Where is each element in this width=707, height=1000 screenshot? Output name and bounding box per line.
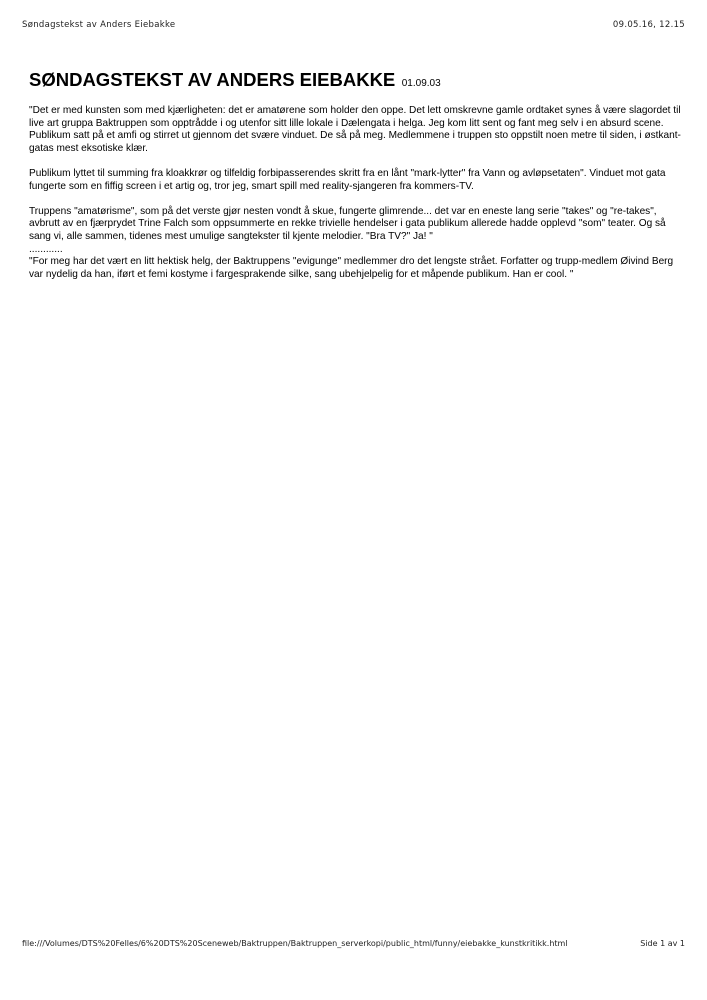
article-paragraph: "For meg har det vært en litt hektisk helg, der Baktruppens "evigunge" medlemmer dro det lengste strået. Forfatter og trupp-medlem Øivind Berg var nydelig da han, iført et femi kostyme i fargesprakende silke, sang ubehjelpelig for et måpende publikum. Han er cool. ": [29, 256, 674, 280]
print-header: [22, 20, 685, 32]
print-header-datetime: 09.05.16, 12.15: [612, 20, 685, 30]
print-footer-page-indicator: Side 1 av 1: [640, 939, 685, 948]
print-footer: [22, 939, 685, 951]
article-separator: ............: [29, 243, 63, 255]
article-heading: [29, 70, 681, 94]
article-title: SØNDAGSTEKST AV ANDERS EIEBAKKE: [29, 69, 396, 90]
article-paragraph: Truppens "amatørisme", som på det verste gjør nesten vondt å skue, fungerte glimrende... det var en eneste lang serie "takes" og "re-takes", avbrutt av en fjærprydet Trine Falch som oppsummerte en rekke trivielle hendelser i gata publikum allerede hadde opplevd "som" teater. Og så sang vi, alle sammen, tidenes mest umulige sangtekster til kjente melodier. "Bra TV?" Ja! ": [29, 205, 666, 242]
article-date: 01.09.03: [401, 78, 441, 89]
article-paragraph: "Det er med kunsten som med kjærligheten: det er amatørene som holder den oppe. Det lett omskrevne gamle ordtaket synes å være slagordet til live art gruppa Baktruppen som opptrådde i og utenfor sitt lille lokale i Dælengata i helga. Jeg kom litt sent og fant meg selv i en absurd scene. Publikum satt på et amfi og stirret ut gjennom det svære vinduet. De så på meg. Medlemmene i truppen sto oppstilt noen metre til siden, i østkant-gatas mest eksotiske klær.: [29, 105, 681, 154]
article-paragraph: Publikum lyttet til summing fra kloakkrør og tilfeldig forbipasserendes skritt fra en lånt "mark-lytter" fra Vann og avløpsetaten". Vinduet mot gata fungerte som en fiffig screen i et artig og, tror jeg, smart spill med reality-sjangeren fra kommers-TV.: [29, 167, 666, 192]
article: [29, 70, 681, 294]
print-header-page-title: Søndagstekst av Anders Eiebakke: [22, 20, 176, 30]
print-footer-url: file:///Volumes/DTS%20Felles/6%20DTS%20Sceneweb/Baktruppen/Baktruppen_serverkopi/public_html/funny/eiebakke_kunstkritikk.html: [22, 939, 568, 948]
